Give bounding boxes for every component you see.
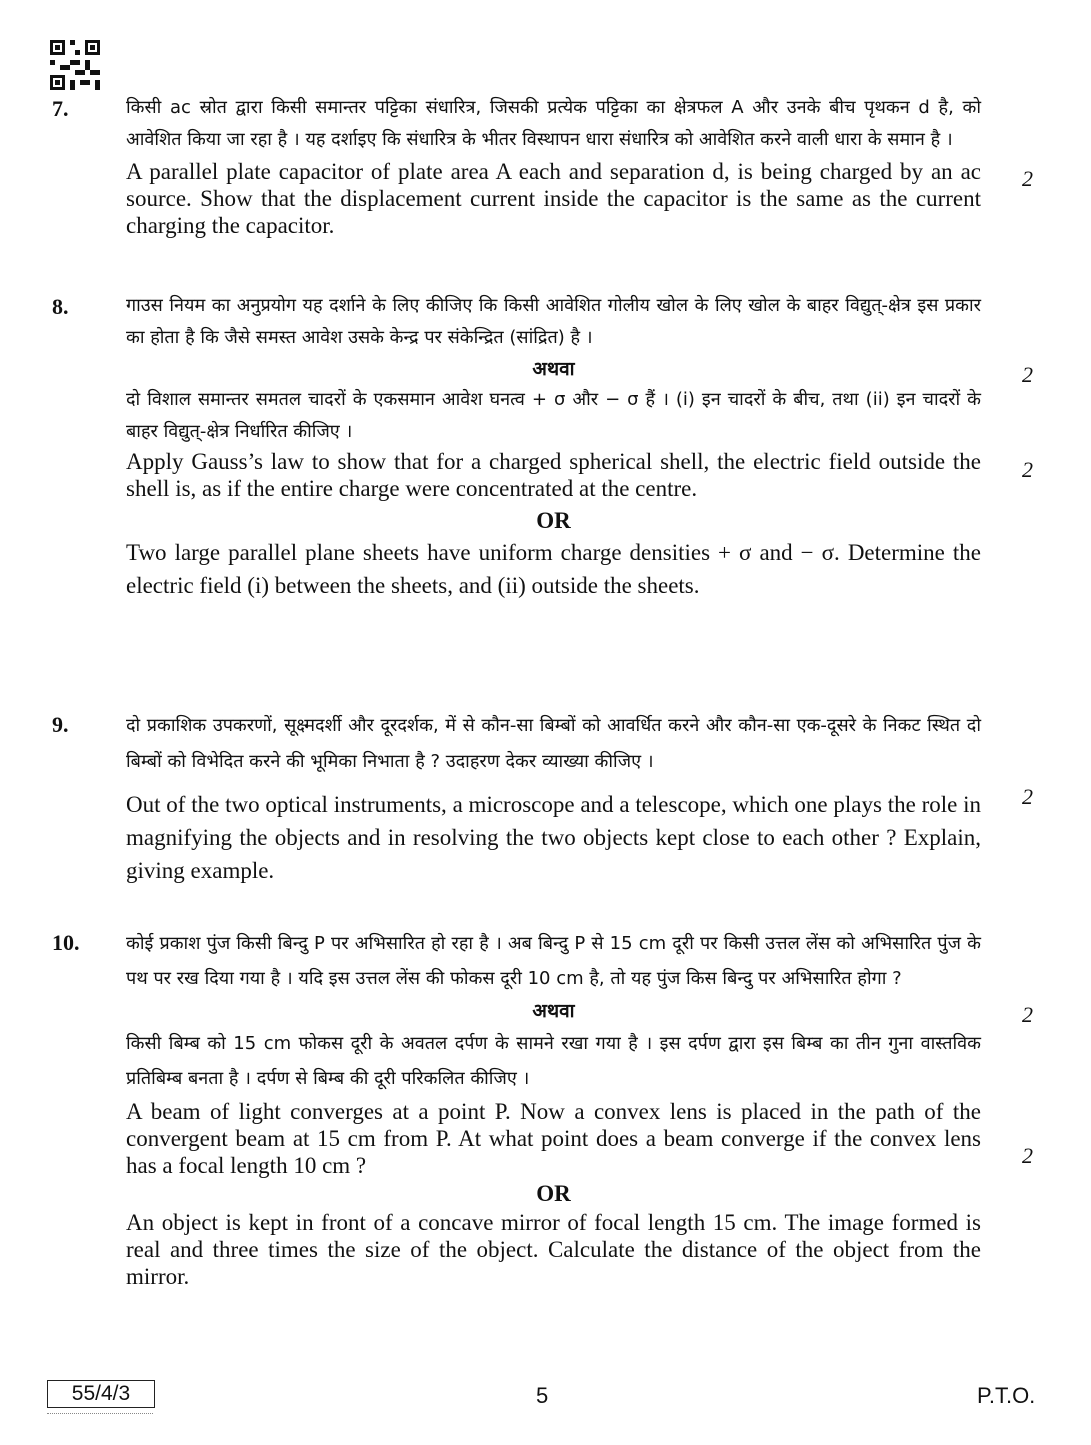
please-turn-over: P.T.O. <box>977 1383 1036 1408</box>
question-text-hindi: कोई प्रकाश पुंज किसी बिन्दु P पर अभिसारित हो रहा है । अब बिन्दु P से 15 cm दूरी पर किसी उत्तल लेंस को अभिसारित पुंज के पथ पर रख दिया गया है । यदि इस उत्तल लेंस की फोकस दूरी 10 cm है, तो यह पुंज किस बिन्दु पर अभिसारित होगा ? <box>126 933 981 989</box>
paper-code: 55/4/3 <box>47 1380 155 1408</box>
question-text-hindi: गाउस नियम का अनुप्रयोग यह दर्शाने के लिए कीजिए कि किसी आवेशित गोलीय खोल के लिए खोल के बाहर विद्युत्-क्षेत्र इस प्रकार का होता है कि जैसे समस्त आवेश उसके केन्द्र पर संकेन्द्रित (सांद्रित) है । <box>126 295 981 348</box>
marks: 2 <box>1022 166 1033 191</box>
question-number: 7. <box>52 96 69 121</box>
question-text-english: Out of the two optical instruments, a microscope and a telescope, which one plays the role in magnifying the objects and in resolving the two objects kept close to each other ? Explain, giving example. <box>126 792 981 883</box>
alternate-question-hindi: किसी बिम्ब को 15 cm फोकस दूरी के अवतल दर्पण के सामने रखा गया है । इस दर्पण द्वारा इस बिम्ब का तीन गुना वास्तविक प्रतिबिम्ब बनता है । दर्पण से बिम्ब की दूरी परिकलित कीजिए । <box>126 1033 981 1089</box>
marks: 2 <box>1022 784 1033 809</box>
question-number: 8. <box>52 294 69 319</box>
question-text-english: Apply Gauss’s law to show that for a charged spherical shell, the electric field outside the shell is, as if the entire charge were concentrated at the centre. <box>126 449 981 501</box>
question-text-hindi: किसी ac स्रोत द्वारा किसी समान्तर पट्टिका संधारित्र, जिसकी प्रत्येक पट्टिका का क्षेत्रफल A और उनके बीच पृथकन d है, को आवेशित किया जा रहा है । यह दर्शाइए कि संधारित्र के भीतर विस्थापन धारा संधारित्र को आवेशित करने वाली धारा के समान है । <box>126 97 981 150</box>
or-divider-english: OR <box>536 508 571 533</box>
paper-code-underline <box>47 1410 153 1414</box>
alternate-question-hindi: दो विशाल समान्तर समतल चादरों के एकसमान आवेश घनत्व + σ और − σ हैं । (i) इन चादरों के बीच, तथा (ii) इन चादरों के बाहर विद्युत्-क्षेत्र निर्धारित कीजिए । <box>126 389 981 442</box>
question-text-hindi: दो प्रकाशिक उपकरणों, सूक्ष्मदर्शी और दूरदर्शक, में से कौन-सा बिम्बों को आवर्धित करने और कौन-सा एक-दूसरे के निकट स्थित दो बिम्बों को विभेदित करने की भूमिका निभाता है ? उदाहरण देकर व्याख्या कीजिए । <box>126 715 981 772</box>
question-number: 9. <box>52 712 69 737</box>
or-divider-hindi: अथवा <box>532 1000 575 1022</box>
marks-alternate: 2 <box>1022 457 1033 482</box>
marks: 2 <box>1022 1002 1033 1027</box>
alternate-question-english: Two large parallel plane sheets have uniform charge densities + σ and − σ. Determine the electric field (i) between the sheets, and (ii) outside the sheets. <box>126 540 981 598</box>
marks: 2 <box>1022 362 1033 387</box>
question-number: 10. <box>52 930 80 955</box>
question-text-english: A parallel plate capacitor of plate area A each and separation d, is being charged by an ac source. Show that the displacement current inside the capacitor is the same as the current charging the capacitor. <box>126 159 981 238</box>
qr-code <box>50 40 100 90</box>
marks-alternate: 2 <box>1022 1143 1033 1168</box>
or-divider-hindi: अथवा <box>532 358 575 380</box>
question-text-english: A beam of light converges at a point P. Now a convex lens is placed in the path of the convergent beam at 15 cm from P. At what point does a beam converge if the convex lens has a focal length 10 cm ? <box>126 1099 981 1178</box>
or-divider-english: OR <box>536 1181 571 1206</box>
page-number: 5 <box>536 1383 549 1408</box>
alternate-question-english: An object is kept in front of a concave mirror of focal length 15 cm. The image formed is real and three times the size of the object. Calculate the distance of the object from the mirror. <box>126 1210 981 1289</box>
